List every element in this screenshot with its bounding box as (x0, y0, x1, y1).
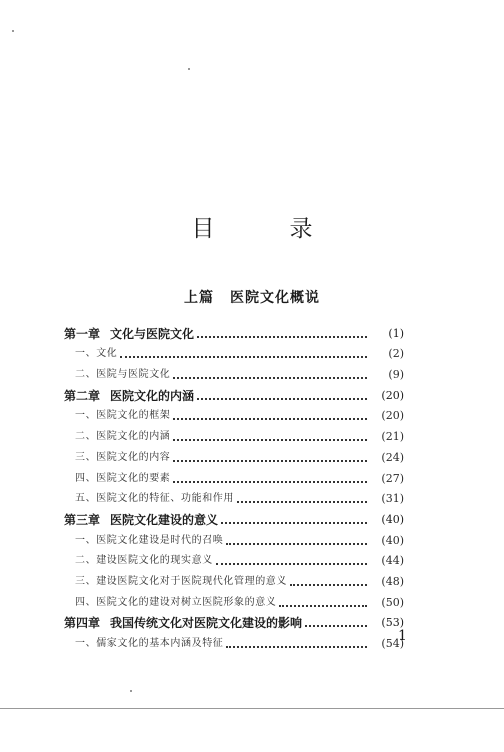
chapter-title: 医院文化的内涵 (110, 388, 195, 403)
toc-page-ref: (20) (381, 388, 404, 402)
toc-section-entry (64, 423, 404, 444)
toc-entry-title: 一、文化 (75, 348, 118, 360)
toc-page-ref: (31) (381, 492, 404, 506)
part-heading (0, 287, 504, 307)
toc-page-ref: (9) (388, 368, 404, 382)
dot-leader (279, 605, 367, 607)
chapter-number: 第四章 (64, 616, 101, 631)
dot-leader (221, 522, 367, 524)
toc-page-ref: (50) (381, 595, 404, 609)
toc-section-entry (64, 465, 404, 486)
dot-leader (173, 377, 367, 379)
toc-page-ref: (54) (381, 637, 404, 650)
toc-section-entry (64, 444, 404, 465)
toc-section-entry (64, 630, 404, 651)
toc-page-ref: (53) (381, 616, 404, 630)
chapter-number: 第一章 (64, 326, 101, 341)
part-label: 上篇 (184, 290, 214, 306)
dot-leader (120, 356, 367, 358)
dot-leader (226, 543, 367, 545)
toc-chapter-entry (64, 610, 404, 631)
dot-leader (226, 646, 367, 648)
part-name: 医院文化概说 (230, 290, 320, 306)
dot-leader (197, 336, 367, 338)
toc-section-entry (64, 548, 404, 569)
toc-chapter-entry (64, 320, 404, 341)
toc-entry-title (64, 513, 218, 527)
toc-entry-title: 五、医院文化的特征、功能和作用 (75, 493, 234, 505)
chapter-title: 医院文化建设的意义 (110, 512, 219, 527)
toc-entry-title (64, 616, 302, 630)
dot-leader (216, 563, 367, 565)
dot-leader (173, 481, 367, 483)
toc-page-ref: (40) (381, 533, 404, 547)
chapter-title: 文化与医院文化 (110, 326, 195, 341)
dot-leader (237, 501, 367, 503)
toc-entry-title: 一、医院文化的框架 (75, 410, 171, 422)
toc-section-entry (64, 589, 404, 610)
toc-entry-title: 四、医院文化的建设对树立医院形象的意义 (75, 596, 277, 608)
toc-section-entry (64, 527, 404, 548)
toc-page-ref: (27) (381, 471, 404, 485)
toc-entry-title: 一、医院文化建设是时代的召唤 (75, 534, 224, 546)
bottom-rule (0, 708, 504, 709)
scan-speck (188, 68, 190, 70)
toc-chapter-entry (64, 506, 404, 527)
toc-entry-title: 三、医院文化的内容 (75, 451, 171, 463)
toc-entry-title: 一、儒家文化的基本内涵及特征 (75, 638, 224, 649)
toc-entry-title (64, 327, 194, 341)
toc-page-ref: (1) (388, 326, 404, 340)
toc-page-ref: (2) (388, 347, 404, 361)
toc-section-entry (64, 403, 404, 424)
dot-leader (173, 418, 367, 420)
dot-leader (305, 625, 367, 627)
dot-leader (197, 398, 367, 400)
toc-section-entry (64, 568, 404, 589)
toc-entry-title (64, 389, 194, 403)
toc-entry-title: 三、建设医院文化对于医院现代化管理的意义 (75, 575, 287, 587)
dot-leader (290, 584, 367, 586)
toc-page-ref: (48) (381, 574, 404, 588)
toc-section-entry (64, 341, 404, 362)
dot-leader (173, 439, 367, 441)
toc-chapter-entry (64, 382, 404, 403)
toc-page-ref: (24) (381, 450, 404, 464)
toc-entry-title: 四、医院文化的要素 (75, 472, 171, 484)
toc-section-entry (64, 486, 404, 507)
chapter-number: 第二章 (64, 388, 101, 403)
toc-entry-title: 二、医院与医院文化 (75, 369, 171, 381)
scan-speck (12, 30, 14, 32)
toc-page-ref: (21) (381, 430, 404, 444)
page-number: 1 (398, 628, 407, 644)
contents-title: 目 录 (191, 216, 339, 242)
toc-entry-title: 二、建设医院文化的现实意义 (75, 555, 213, 567)
toc-entry-title: 二、医院文化的内涵 (75, 431, 171, 443)
chapter-title: 我国传统文化对医院文化建设的影响 (110, 616, 303, 631)
table-of-contents (64, 320, 404, 651)
toc-section-entry (64, 361, 404, 382)
toc-page-ref: (44) (381, 554, 404, 568)
chapter-number: 第三章 (64, 512, 101, 527)
toc-page-ref: (40) (381, 512, 404, 526)
dot-leader (173, 460, 367, 462)
scan-speck (130, 690, 132, 692)
toc-page-ref: (20) (381, 409, 404, 423)
